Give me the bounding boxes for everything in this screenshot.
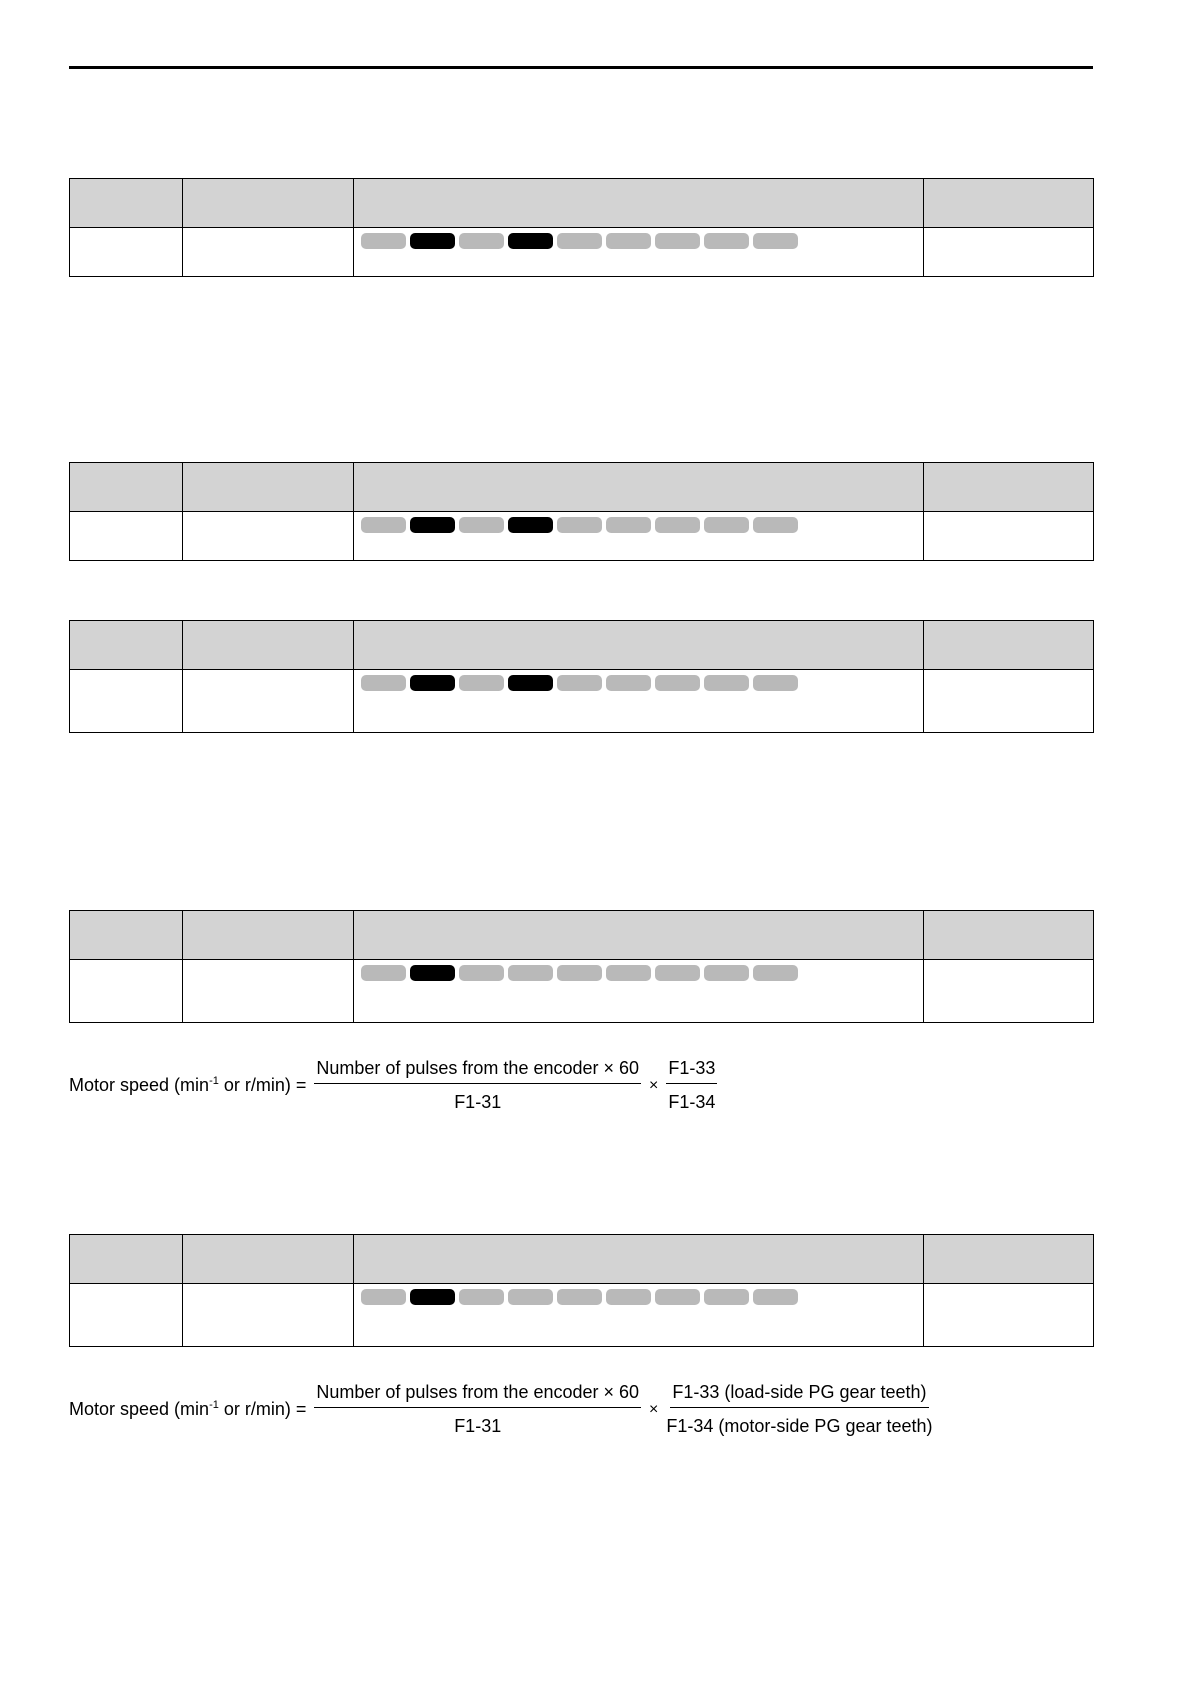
access-level-segment (704, 233, 749, 249)
formula-denominator: F1-34 (motor-side PG gear teeth) (666, 1416, 933, 1436)
access-level-segment (557, 1289, 602, 1305)
access-level-segment (557, 517, 602, 533)
access-level-segment (606, 675, 651, 691)
access-level-segment (459, 965, 504, 981)
formula-numerator: F1-33 (666, 1058, 717, 1084)
access-level-segment (361, 233, 406, 249)
access-level-segment (655, 233, 700, 249)
access-level-segment (753, 675, 798, 691)
multiply-sign: × (649, 1076, 659, 1094)
formula-fraction (666, 1058, 717, 1113)
parameter-table (69, 178, 1094, 277)
formula-fraction (314, 1382, 641, 1437)
access-level-segment (557, 675, 602, 691)
access-level-segment (459, 1289, 504, 1305)
access-level-segment (361, 675, 406, 691)
access-level-segment (704, 517, 749, 533)
access-level-segment (753, 1289, 798, 1305)
formula-numerator: Number of pulses from the encoder × 60 (314, 1058, 641, 1084)
access-level-segment (704, 1289, 749, 1305)
access-level-segment (459, 675, 504, 691)
access-level-segment-active (410, 675, 455, 691)
access-level-segment (508, 965, 553, 981)
access-level-segment (557, 965, 602, 981)
formula-denominator: F1-31 (454, 1416, 502, 1436)
access-level-segment (655, 965, 700, 981)
access-level-segment-active (410, 233, 455, 249)
access-level-segment (655, 517, 700, 533)
access-level-segment (606, 517, 651, 533)
formula-denominator: F1-34 (668, 1092, 716, 1112)
access-level-segment (655, 1289, 700, 1305)
parameter-table (69, 910, 1094, 1023)
access-level-segment (459, 233, 504, 249)
parameter-table (69, 1234, 1094, 1347)
access-level-bar (354, 512, 923, 533)
parameter-table (69, 620, 1094, 733)
access-level-segment (753, 517, 798, 533)
access-level-segment-active (508, 517, 553, 533)
formula-lhs: Motor speed ($\min^{-1}$ or r/min) = (69, 1399, 307, 1419)
header-rule (69, 66, 1093, 69)
access-level-segment-active (508, 233, 553, 249)
access-level-segment-active (508, 675, 553, 691)
access-level-segment (606, 965, 651, 981)
formula-fraction (314, 1058, 641, 1113)
motor-speed-formula (69, 1058, 717, 1113)
access-level-segment (361, 1289, 406, 1305)
access-level-segment-active (410, 517, 455, 533)
formula-fraction (666, 1382, 932, 1437)
access-level-segment (361, 965, 406, 981)
formula-lhs: Motor speed ($\min^{-1}$ or r/min) = (69, 1075, 307, 1095)
access-level-segment (361, 517, 406, 533)
access-level-segment (753, 965, 798, 981)
access-level-bar (354, 960, 923, 981)
motor-speed-formula-gear (69, 1382, 933, 1437)
access-level-segment-active (410, 1289, 455, 1305)
access-level-bar (354, 228, 923, 249)
access-level-segment (508, 1289, 553, 1305)
formula-numerator: F1-33 (load-side PG gear teeth) (670, 1382, 928, 1408)
access-level-segment (459, 517, 504, 533)
multiply-sign: × (649, 1400, 659, 1418)
access-level-segment (704, 675, 749, 691)
formula-numerator: Number of pulses from the encoder × 60 (314, 1382, 641, 1408)
access-level-bar (354, 1284, 923, 1305)
access-level-segment (655, 675, 700, 691)
access-level-segment (557, 233, 602, 249)
access-level-segment-active (410, 965, 455, 981)
access-level-segment (606, 233, 651, 249)
access-level-bar (354, 670, 923, 691)
access-level-segment (753, 233, 798, 249)
access-level-segment (704, 965, 749, 981)
parameter-table (69, 462, 1094, 561)
formula-denominator: F1-31 (454, 1092, 502, 1112)
access-level-segment (606, 1289, 651, 1305)
